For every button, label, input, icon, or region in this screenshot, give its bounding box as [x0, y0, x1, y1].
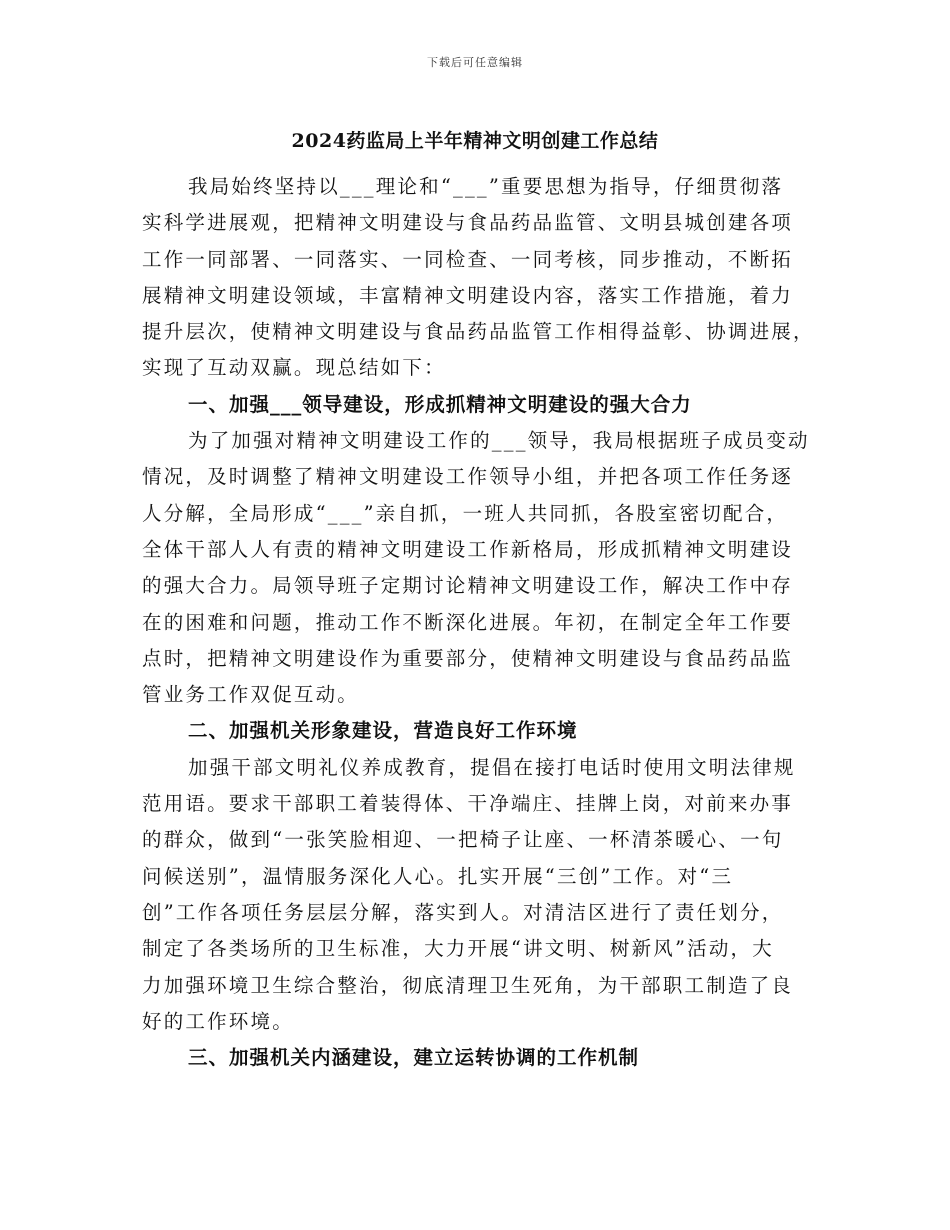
paragraph-line: 的强大合力。局领导班子定期讨论精神文明建设工作，解决工作中存	[142, 574, 794, 598]
paragraph-line: 情况，及时调整了精神文明建设工作领导小组，并把各项工作任务逐	[142, 465, 794, 489]
paragraph-line: 制定了各类场所的卫生标准，大力开展“讲文明、树新风”活动，大	[142, 937, 774, 961]
paragraph-line: 的群众，做到“一张笑脸相迎、一把椅子让座、一杯清茶暖心、一句	[142, 828, 784, 852]
section-heading-2: 二、加强机关形象建设，营造良好工作环境	[188, 719, 578, 743]
document-body	[142, 169, 832, 1076]
paragraph-line: 创”工作各项任务层层分解，落实到人。对清洁区进行了责任划分，	[142, 900, 784, 924]
paragraph-line: 好的工作环境。	[142, 1009, 294, 1033]
paragraph-line: 问候送别”，温情服务深化人心。扎实开展“三创”工作。对“三	[142, 864, 734, 888]
paragraph-line: 加强干部文明礼仪养成教育，提倡在接打电话时使用文明法律规	[188, 755, 796, 779]
paragraph-line: 范用语。要求干部职工着装得体、干净端庄、挂牌上岗，对前来办事	[142, 792, 794, 816]
paragraph-line: 我局始终坚持以___理论和“___”重要思想为指导，仔细贯彻落	[188, 175, 784, 198]
header-note: 下载后可任意编辑	[427, 56, 523, 69]
document-title: 2024药监局上半年精神文明创建工作总结	[291, 130, 659, 152]
section-2-paragraph	[142, 750, 832, 1040]
intro-paragraph	[142, 169, 832, 387]
paragraph-line: 实现了互动双赢。现总结如下：	[142, 356, 446, 380]
paragraph-line: 力加强环境卫生综合整治，彻底清理卫生死角，为干部职工制造了良	[142, 973, 794, 997]
section-heading-1: 一、加强___领导建设，形成抓精神文明建设的强大合力	[188, 392, 692, 416]
paragraph-line: 提升层次，使精神文明建设与食品药品监管工作相得益彰、协调进展，	[142, 320, 815, 344]
paragraph-line: 为了加强对精神文明建设工作的___领导，我局根据班子成员变动	[188, 429, 810, 453]
paragraph-line: 工作一同部署、一同落实、一同检查、一同考核，同步推动，不断拓	[142, 247, 794, 271]
paragraph-line: 在的困难和问题，推动工作不断深化进展。年初，在制定全年工作要	[142, 610, 794, 634]
section-heading-3: 三、加强机关内涵建设，建立运转协调的工作机制	[188, 1046, 640, 1070]
paragraph-line: 展精神文明建设领域，丰富精神文明建设内容，落实工作措施，着力	[142, 283, 794, 307]
paragraph-line: 全体干部人人有责的精神文明建设工作新格局，形成抓精神文明建设	[142, 537, 794, 561]
paragraph-line: 人分解，全局形成“___”亲自抓，一班人共同抓，各股室密切配合，	[142, 501, 789, 525]
section-1-paragraph	[142, 423, 832, 713]
paragraph-line: 实科学进展观，把精神文明建设与食品药品监管、文明县城创建各项	[142, 211, 794, 235]
paragraph-line: 点时，把精神文明建设作为重要部分，使精神文明建设与食品药品监	[142, 646, 794, 670]
paragraph-line: 管业务工作双促互动。	[142, 683, 360, 707]
